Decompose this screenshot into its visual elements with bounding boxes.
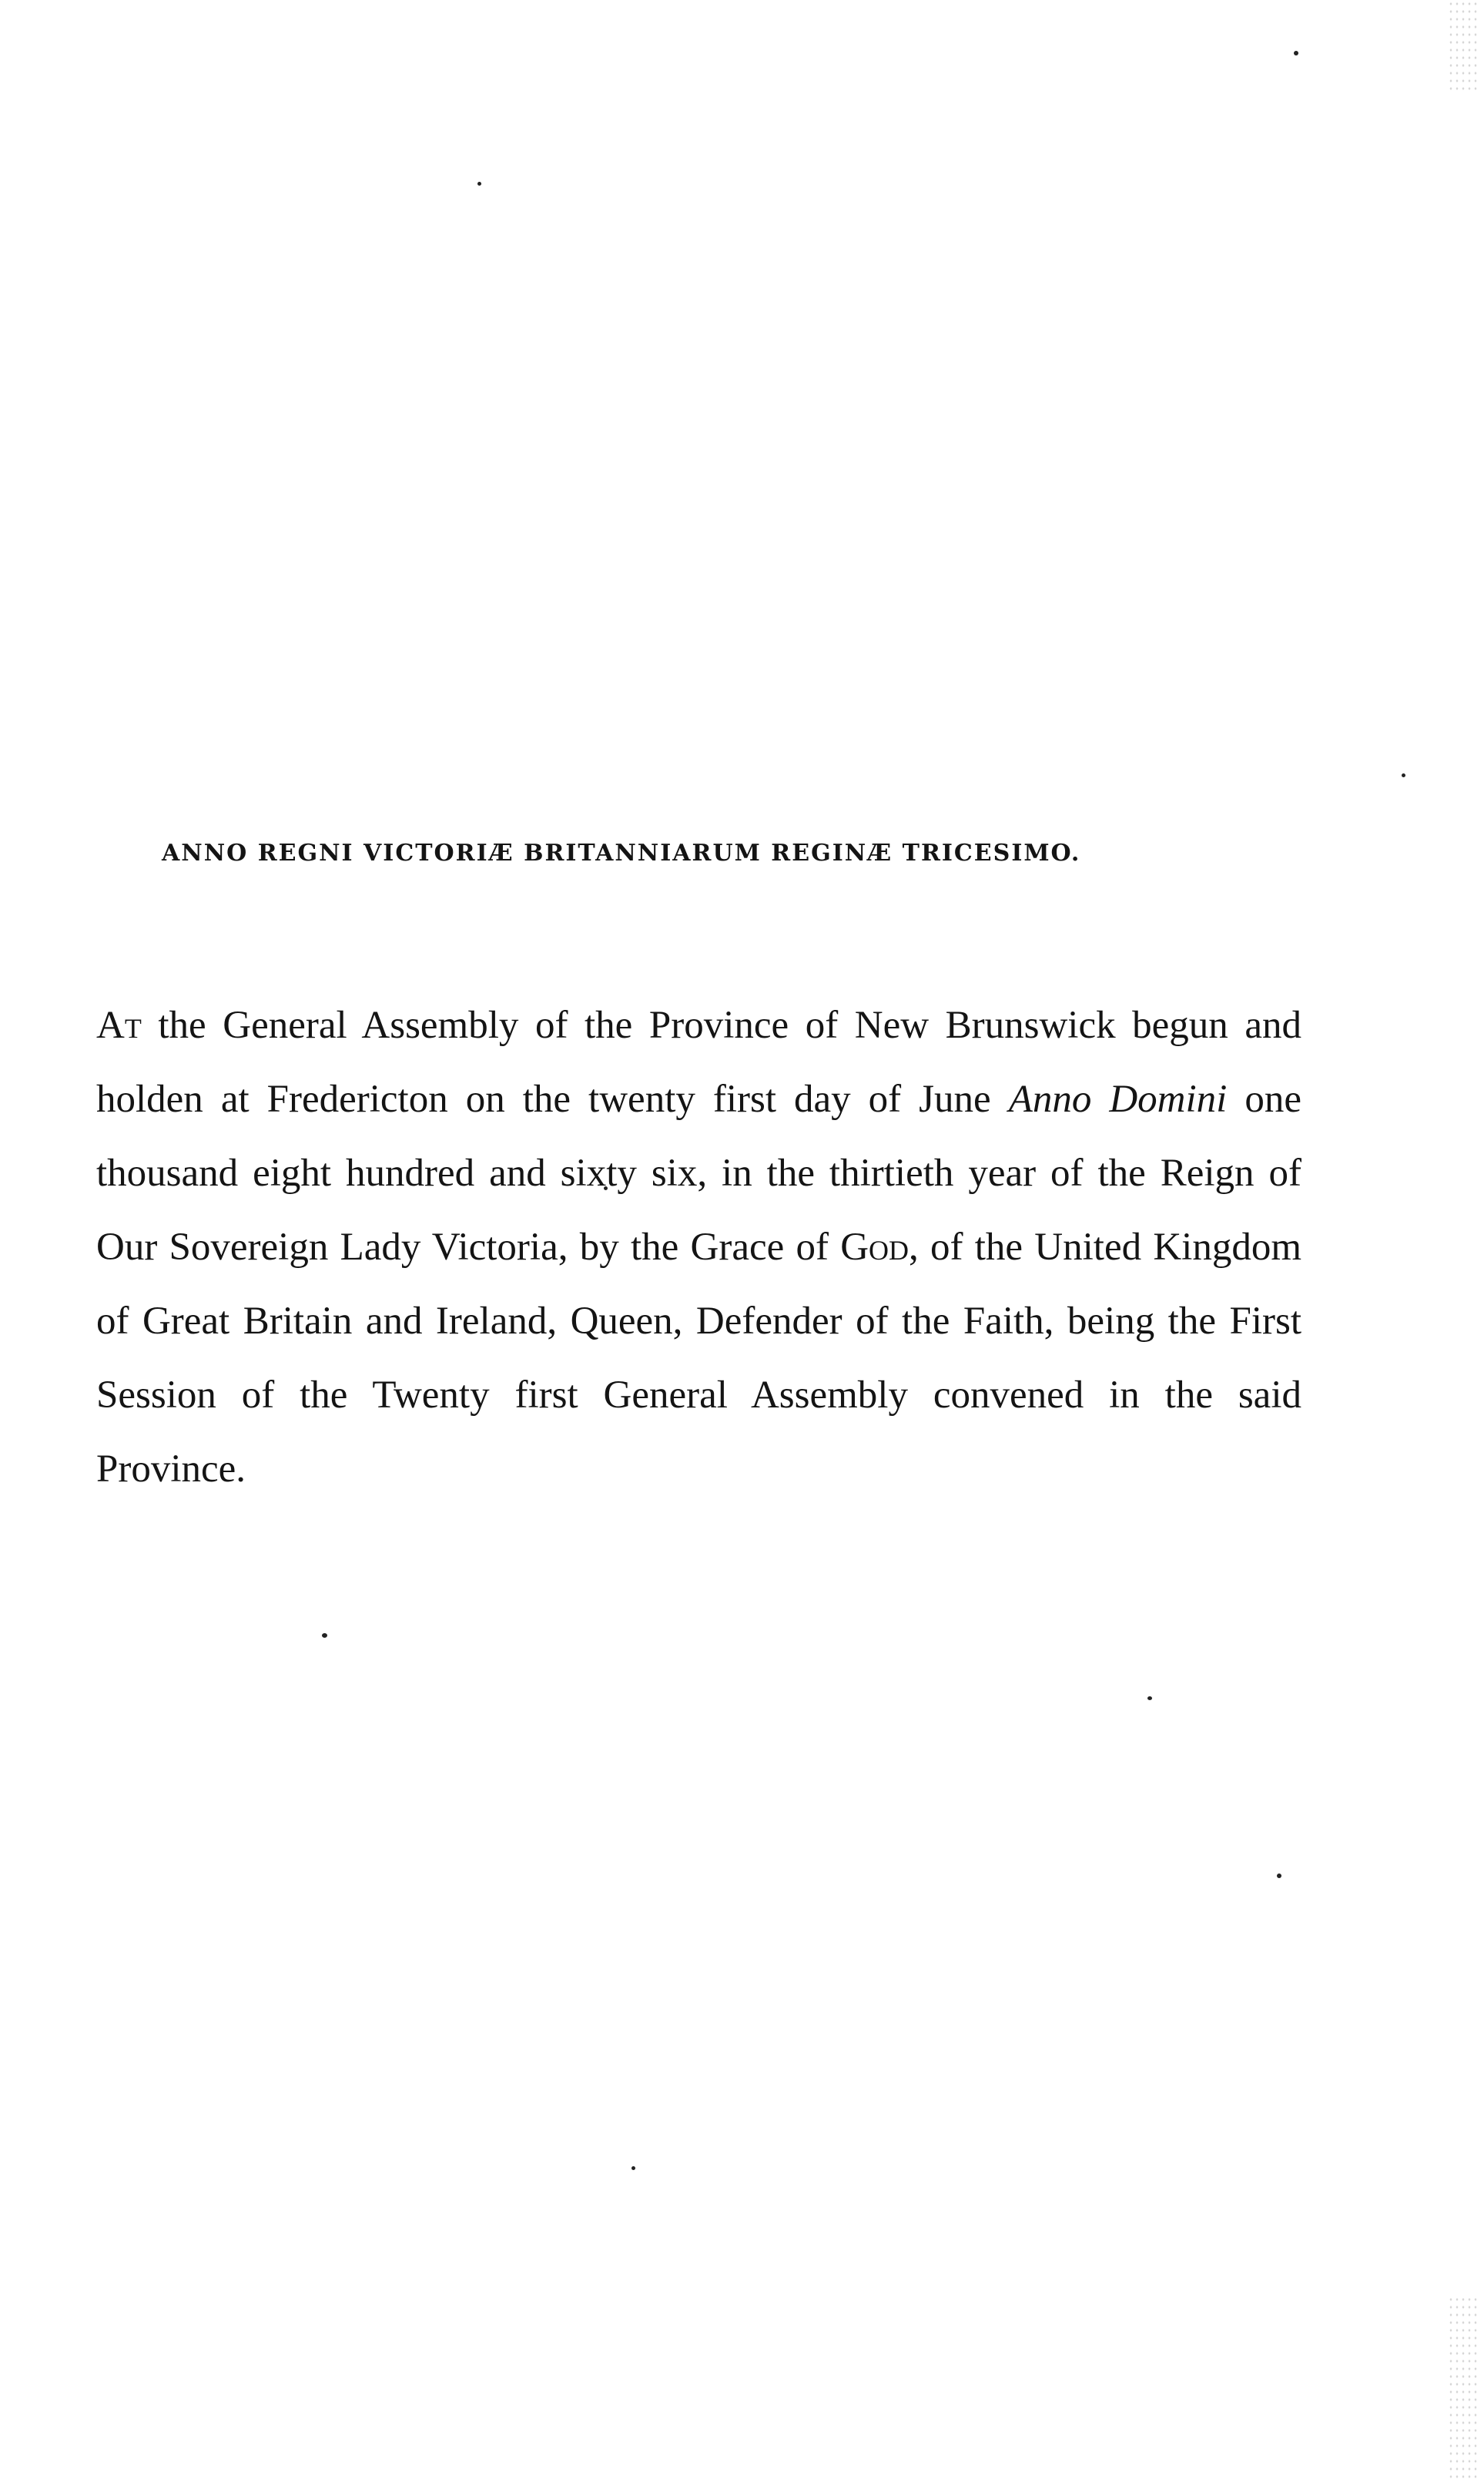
scan-edge-noise-bottom [1448, 2296, 1479, 2479]
paragraph-lead: At [96, 1004, 142, 1047]
enacting-paragraph [96, 988, 1301, 1506]
scan-speck [1402, 773, 1405, 777]
paragraph-part-2: one thousand eight hundred and sixty six, in the thirtieth year of the Reign of Our Sovereign Lady Victoria, by the Grace of [96, 1078, 1302, 1269]
scan-speck [1294, 51, 1298, 55]
scan-speck [477, 182, 481, 186]
scan-speck [631, 2166, 635, 2170]
act-heading: ANNO REGNI VICTORIÆ BRITANNIARUM REGINÆ TRICESIMO. [162, 840, 1081, 867]
paragraph-god: God [840, 1226, 909, 1269]
paragraph-italic-phrase: Anno Domini [1008, 1078, 1228, 1121]
scan-edge-noise-top [1448, 0, 1479, 92]
scan-speck [1277, 1874, 1281, 1878]
scan-speck [322, 1633, 327, 1638]
paragraph-part-1: the General Assembly of the Province of New Brunswick begun and holden at Fredericton on the twenty first day of June [96, 1004, 1301, 1121]
paragraph-part-3: , of the United Kingdom of Great Britain and Ireland, Queen, Defender of the Faith, being the First Session of the Twenty first General Assembly convened in the said Province. [96, 1226, 1302, 1491]
scan-speck [1147, 1696, 1152, 1700]
